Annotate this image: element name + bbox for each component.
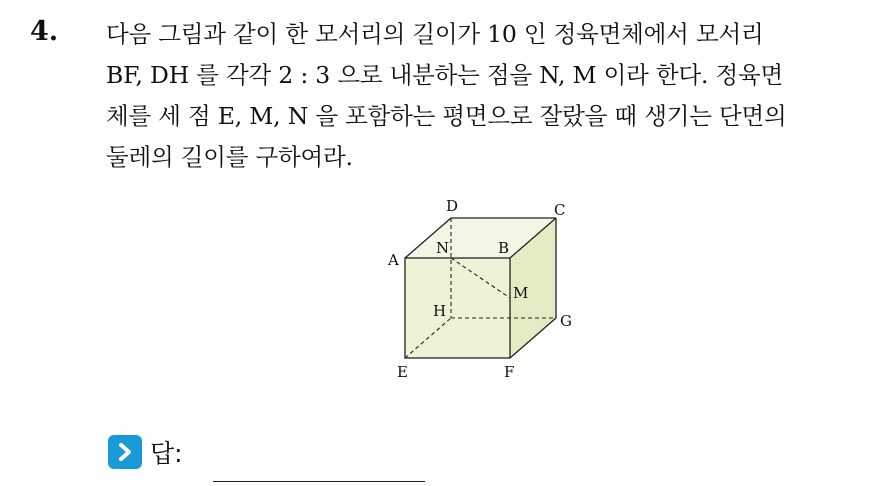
label-A: A bbox=[388, 251, 399, 269]
label-N: N bbox=[436, 239, 450, 257]
problem-text bbox=[106, 14, 876, 178]
cube-diagram bbox=[380, 190, 610, 390]
problem-line-2: BF, DH 를 각각 2 : 3 으로 내분하는 점을 N, M 이라 한다. 정육면 bbox=[106, 61, 783, 89]
label-M: M bbox=[513, 284, 529, 302]
label-D: D bbox=[446, 197, 459, 215]
problem-number: 4. bbox=[30, 16, 59, 47]
answer-label: 답: bbox=[150, 439, 183, 468]
label-H: H bbox=[433, 302, 447, 320]
label-B: B bbox=[498, 239, 510, 257]
label-E: E bbox=[397, 363, 408, 381]
problem-line-1: 다음 그림과 같이 한 모서리의 길이가 10 인 정육면체에서 모서리 bbox=[106, 20, 764, 48]
chevron-right-icon bbox=[108, 435, 142, 469]
problem-line-3: 체를 세 점 E, M, N 을 포함하는 평면으로 잘랐을 때 생기는 단면의 bbox=[106, 102, 787, 130]
label-F: F bbox=[504, 363, 515, 381]
cube-front-face bbox=[405, 258, 510, 358]
answer-blank-line[interactable] bbox=[213, 481, 425, 482]
label-C: C bbox=[554, 201, 566, 219]
label-G: G bbox=[560, 312, 572, 330]
problem-line-4: 둘레의 길이를 구하여라. bbox=[106, 143, 353, 171]
answer-row bbox=[108, 432, 183, 472]
cube-figure bbox=[380, 190, 610, 394]
